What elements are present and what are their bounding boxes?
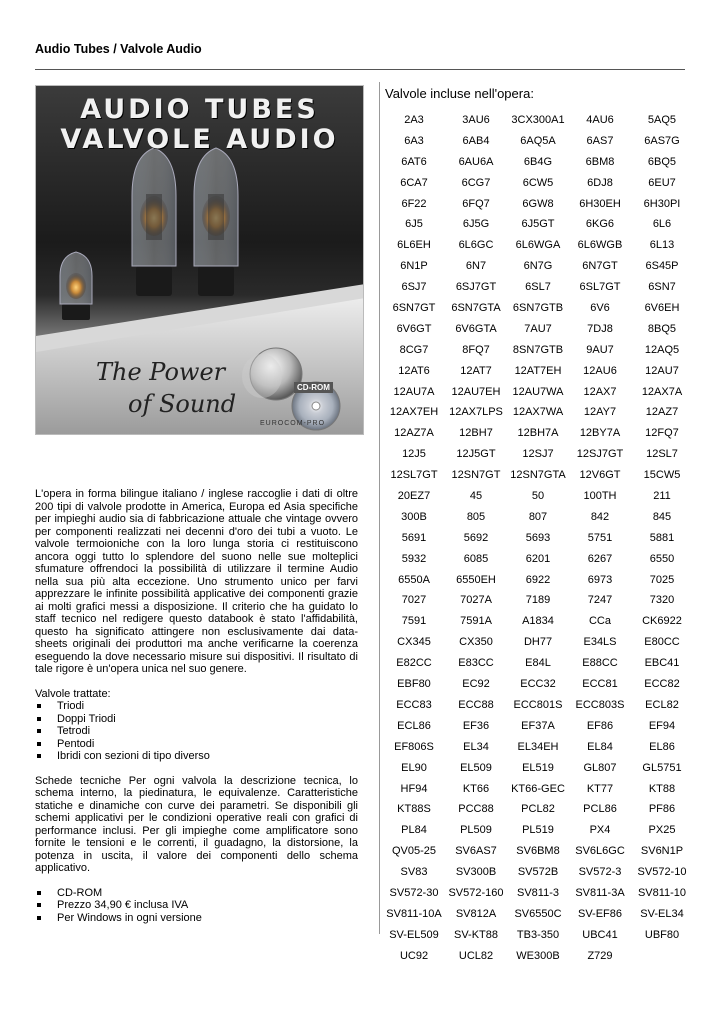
tube-model-cell: 6SN7GT: [392, 302, 436, 315]
tube-list-heading: Valvole incluse nell'opera:: [385, 86, 534, 101]
tube-model-cell: SV572-30: [389, 886, 439, 899]
tube-model-cell: PX4: [589, 824, 611, 837]
tube-model-cell: 6550EH: [456, 573, 496, 586]
tube-model-cell: 4AU6: [586, 114, 614, 126]
tube-model-cell: 6V6GTA: [455, 322, 497, 335]
tube-model-cell: 12AX7LPS: [449, 406, 503, 419]
tube-model-cell: 7DJ8: [587, 322, 613, 335]
tube-model-cell: 2A3: [404, 114, 424, 126]
tube-model-cell: 12AZ7: [645, 406, 679, 419]
tube-model-cell: 12FQ7: [645, 427, 679, 440]
tube-model-cell: 5932: [401, 552, 427, 565]
tube-types-list: [35, 700, 358, 763]
publisher-logo: EUROCOM-PRO: [260, 420, 326, 427]
tube-model-cell: HF94: [400, 782, 428, 795]
tube-model-cell: PCL86: [583, 803, 617, 816]
tube-model-cell: 3AU6: [462, 114, 490, 126]
tube-model-cell: 6SN7: [648, 281, 676, 294]
tube-model-cell: 5692: [463, 531, 489, 544]
tube-model-cell: 6267: [587, 552, 613, 565]
tube-model-cell: PX25: [648, 824, 676, 837]
tube-model-cell: SV83: [400, 866, 428, 879]
tube-model-cell: SV572-3: [578, 866, 622, 879]
tube-model-cell: 12AY7: [583, 406, 617, 419]
tube-model-cell: KT66-GEC: [511, 782, 565, 795]
tube-model-cell: EL86: [649, 740, 675, 753]
tube-model-cell: KT77: [586, 782, 614, 795]
tube-model-cell: 7591: [401, 615, 427, 628]
cover-tagline-line2: of Sound: [128, 390, 237, 418]
tube-model-cell: 6AS7G: [644, 134, 680, 147]
tube-model-cell: Z729: [587, 949, 613, 962]
tube-model-cell: PL84: [401, 824, 427, 837]
tube-model-cell: 15CW5: [643, 469, 681, 482]
tube-model-cell: 12J5: [402, 448, 426, 461]
tube-model-cell: 6L6GC: [458, 239, 494, 252]
tube-model-cell: 100TH: [583, 490, 617, 503]
tube-model-cell: 12SL7GT: [390, 469, 438, 482]
tube-model-cell: EF37A: [521, 719, 555, 732]
tube-model-cell: 5AQ5: [647, 114, 677, 126]
tube-model-cell: ECC83: [396, 698, 432, 711]
tube-model-cell: 6201: [525, 552, 551, 565]
tube-model-cell: 12AZ7A: [394, 427, 434, 440]
tube-model-cell: 6DJ8: [587, 176, 613, 189]
tube-model-cell: 7247: [587, 594, 613, 607]
tube-model-cell: E83CC: [458, 657, 494, 670]
tube-model-cell: 6S45P: [645, 260, 679, 273]
tube-model-cell: SV300B: [455, 866, 497, 879]
tube-model-cell: CCa: [588, 615, 611, 628]
tube-types-section: [35, 688, 358, 763]
tube-model-cell: PL519: [522, 824, 554, 837]
tube-model-cell: 6L6: [652, 218, 672, 231]
tube-model-cell: ECC803S: [575, 698, 625, 711]
tube-model-cell: 6FQ7: [462, 197, 490, 210]
description-column: [35, 488, 358, 924]
tube-model-cell: CX350: [459, 636, 493, 649]
tube-model-cell: SV-EL34: [640, 907, 684, 920]
tube-model-cell: 6H30PI: [643, 197, 681, 210]
tube-model-cell: 12AT7EH: [514, 364, 562, 377]
tube-model-cell: 7591A: [460, 615, 492, 628]
tube-model-cell: KT66: [462, 782, 490, 795]
tube-model-cell: 6V6EH: [644, 302, 680, 315]
tube-model-cell: SV572-10: [637, 866, 687, 879]
tube-model-cell: 12AU7WA: [512, 385, 564, 398]
tube-model-cell: EL34EH: [517, 740, 559, 753]
tube-model-cell: 6L6EH: [397, 239, 431, 252]
tube-model-cell: KT88: [648, 782, 676, 795]
tube-model-cell: 6H30EH: [579, 197, 621, 210]
tube-model-cell: E84L: [525, 657, 551, 670]
tube-model-cell: 12SJ7GT: [576, 448, 624, 461]
tube-model-cell: 12BH7A: [517, 427, 559, 440]
tube-model-cell: EF806S: [394, 740, 434, 753]
tube-model-cell: 300B: [401, 510, 427, 523]
tube-model-cell: SV6L6GC: [575, 845, 625, 858]
tube-model-cell: CX345: [397, 636, 431, 649]
tube-model-cell: 12AQ5: [644, 343, 680, 356]
tube-model-cell: 7025: [649, 573, 675, 586]
tube-model-cell: SV812A: [455, 907, 497, 920]
tube-model-cell: ECL86: [397, 719, 431, 732]
tube-model-cell: EL34: [463, 740, 489, 753]
tube-model-cell: 6SJ7: [401, 281, 427, 294]
tube-model-cell: 5881: [649, 531, 675, 544]
tube-model-cell: 12AX7: [583, 385, 617, 398]
tube-model-cell: 6BQ5: [647, 155, 677, 168]
tube-model-cell: UBC41: [582, 928, 618, 941]
tube-model-cell: UCL82: [458, 949, 494, 962]
tube-model-cell: 6AS7: [586, 134, 614, 147]
tube-model-cell: UBF80: [644, 928, 680, 941]
list-item: Triodi: [35, 700, 358, 713]
list-item: Prezzo 34,90 € inclusa IVA: [35, 899, 358, 912]
tube-model-cell: 7AU7: [524, 322, 552, 335]
tube-model-cell: SV6BM8: [516, 845, 560, 858]
tube-model-cell: 7320: [649, 594, 675, 607]
datasheet-paragraph: Schede tecniche Per ogni valvola la descrizione tecnica, lo schema interno, la piedinatura, le equivalenze. Caratteristiche statiche e dinamiche con curve dei parametri. Se disponibili gli schemi applicativi per le condizioni operative reali con grafici di performance inclusi. Per gli impieghe come amplificatore sono fornite le tensioni e le correnti, il guadagno, la distorsione, la potenza in uscita, il valore dei componenti dello schema applicativo.: [35, 774, 358, 874]
tube-model-cell: 7027A: [460, 594, 492, 607]
tube-model-cell: 12V6GT: [579, 469, 621, 482]
list-item: Tetrodi: [35, 725, 358, 738]
tube-model-cell: 6GW8: [522, 197, 554, 210]
list-item: Doppi Triodi: [35, 713, 358, 726]
tube-model-cell: 5693: [525, 531, 551, 544]
tube-model-cell: 12BY7A: [579, 427, 621, 440]
tube-model-cell: 6N7G: [523, 260, 553, 273]
tube-model-cell: 12SN7GTA: [510, 469, 566, 482]
tube-model-cell: 6A3: [404, 134, 424, 147]
cover-title-line1: AUDIO TUBES: [80, 94, 319, 125]
tube-model-cell: SV572-160: [448, 886, 504, 899]
tube-model-cell: 8BQ5: [647, 322, 677, 335]
tube-model-cell: SV811-3A: [575, 886, 625, 899]
tube-model-cell: 12AU7: [645, 364, 679, 377]
tube-model-cell: 6N7GT: [582, 260, 618, 273]
list-item: Ibridi con sezioni di tipo diverso: [35, 750, 358, 763]
tube-model-cell: SV811-10: [637, 886, 687, 899]
tube-model-cell: 6SL7: [525, 281, 551, 294]
tube-model-cell: 5751: [587, 531, 613, 544]
tube-model-cell: E80CC: [644, 636, 680, 649]
tube-model-cell: 12BH7: [459, 427, 493, 440]
tube-model-cell: 50: [531, 490, 545, 503]
tube-model-cell: A1834: [522, 615, 554, 628]
tube-model-cell: 6L13: [649, 239, 675, 252]
tube-model-cell: 12AX7WA: [512, 406, 564, 419]
tube-model-cell: EL90: [401, 761, 427, 774]
tube-model-cell: PF86: [648, 803, 676, 816]
tube-model-cell: 6V6: [590, 302, 610, 315]
tube-model-cell: 3CX300A1: [511, 114, 565, 126]
tube-model-cell: DH77: [523, 636, 553, 649]
tube-model-cell: SV-EF86: [577, 907, 623, 920]
column-divider: [379, 82, 380, 934]
tube-model-cell: ECC801S: [513, 698, 563, 711]
cd-rom-badge: CD-ROM: [294, 382, 333, 393]
tube-model-cell: PL509: [460, 824, 492, 837]
tube-model-cell: 12SL7: [646, 448, 678, 461]
tube-model-cell: 807: [528, 510, 548, 523]
tube-model-cell: ECC81: [582, 678, 618, 691]
tube-model-cell: SV6AS7: [455, 845, 497, 858]
intro-paragraph: L'opera in forma bilingue italiano / inglese raccoglie i dati di oltre 200 tipi di valvole prodotte in America, Europa ed Asia specifiche per impieghi audio sia di fabbricazione attuale che vintage ovvero per componenti realizzati nei decenni d'oro dei tubi a vuoto. Le valvole termoioniche con la loro lunga storia ci restituiscono ancora oggi tutto lo splendore del suono nelle sue molteplici sfumature offrendoci la possibilità di utilizzare il termine Audio nella sua più alta eccezione. Uno strumento unico per farvi apprezzare le infinite possibilità applicative dei componenti grazie ai molti grafici messi a disposizione. Il criterio che ha guidato lo staff tecnico nel redigere questo databook è stato l'affidabilità, questo ha significato attingere non esclusivamente dai data-sheets originali dei produttori ma anche verificarne la coerenza eseguendo la dove necessario misure sui dispositivi. Il risultato di tale rigore è un'opera unica nel suo genere.: [35, 488, 358, 675]
tube-model-cell: 12J5GT: [456, 448, 496, 461]
tube-model-cell: 6SN7GTA: [451, 302, 501, 315]
tube-model-cell: 6J5GT: [521, 218, 555, 231]
tube-model-cell: 6B4G: [523, 155, 553, 168]
tube-model-cell: SV-KT88: [453, 928, 499, 941]
tube-model-cell: ECL82: [645, 698, 679, 711]
tube-model-cell: EL509: [460, 761, 492, 774]
feature-list: [35, 887, 358, 925]
tube-model-cell: SV-EL509: [389, 928, 439, 941]
tube-model-cell: EBF80: [397, 678, 431, 691]
tube-model-cell: EBC41: [644, 657, 680, 670]
tube-model-cell: EF36: [462, 719, 490, 732]
tube-model-cell: 6AU6A: [458, 155, 494, 168]
tube-model-cell: 6CA7: [400, 176, 428, 189]
tube-model-cell: 20EZ7: [397, 490, 431, 503]
tube-model-cell: 6550A: [398, 573, 430, 586]
tube-model-cell: 6550: [649, 552, 675, 565]
tube-model-cell: 845: [652, 510, 672, 523]
tube-model-cell: EF94: [648, 719, 676, 732]
tube-model-cell: 842: [590, 510, 610, 523]
cover-image: [35, 85, 364, 435]
tube-model-cell: EC92: [462, 678, 490, 691]
tube-model-cell: 12SN7GT: [451, 469, 501, 482]
tube-model-cell: 6BM8: [585, 155, 615, 168]
tube-model-cell: 12AX7EH: [389, 406, 439, 419]
tube-model-cell: 6L6WGA: [515, 239, 561, 252]
tube-model-cell: SV811-10A: [386, 907, 442, 920]
page-title: Audio Tubes / Valvole Audio: [35, 42, 202, 56]
tube-list-grid: [383, 110, 693, 967]
tube-model-cell: 6085: [463, 552, 489, 565]
tube-model-cell: 6V6GT: [396, 322, 432, 335]
tube-model-cell: 6AT6: [401, 155, 427, 168]
tube-model-cell: EF86: [586, 719, 614, 732]
tube-model-cell: 6973: [587, 573, 613, 586]
tube-model-cell: PCL82: [521, 803, 555, 816]
tube-model-cell: 12AU7A: [393, 385, 435, 398]
tube-model-cell: 8CG7: [399, 343, 429, 356]
tube-model-cell: 6L6WGB: [577, 239, 623, 252]
tube-model-cell: UC92: [399, 949, 429, 962]
tube-model-cell: 6KG6: [585, 218, 615, 231]
tube-model-cell: ECC88: [458, 698, 494, 711]
list-item: Per Windows in ogni versione: [35, 912, 358, 925]
tube-model-cell: E34LS: [583, 636, 617, 649]
tube-model-cell: SV572B: [517, 866, 559, 879]
tube-model-cell: 8SN7GTB: [512, 343, 564, 356]
header-rule: [35, 69, 685, 70]
tube-model-cell: 45: [469, 490, 483, 503]
tube-model-cell: 12AX7A: [641, 385, 683, 398]
tube-model-cell: E82CC: [396, 657, 432, 670]
tube-model-cell: ECC32: [520, 678, 556, 691]
tube-model-cell: CK6922: [642, 615, 682, 628]
tube-model-cell: SV6550C: [514, 907, 562, 920]
tube-model-cell: SV811-3: [517, 886, 559, 899]
cover-title-line2: VALVOLE AUDIO: [60, 124, 339, 155]
tube-model-cell: 6N7: [465, 260, 487, 273]
tube-model-cell: 6J5: [405, 218, 423, 231]
tube-model-cell: GL807: [583, 761, 617, 774]
tube-model-cell: 6SN7GTB: [512, 302, 564, 315]
tube-model-cell: 6J5G: [462, 218, 490, 231]
tube-model-cell: 9AU7: [586, 343, 614, 356]
tube-model-cell: 6CG7: [461, 176, 491, 189]
tube-model-cell: 6SL7GT: [579, 281, 621, 294]
tube-model-cell: 12AU7EH: [451, 385, 501, 398]
tube-model-cell: 211: [653, 490, 671, 503]
list-item: Pentodi: [35, 738, 358, 751]
tube-model-cell: E88CC: [582, 657, 618, 670]
tube-model-cell: QV05-25: [391, 845, 437, 858]
tube-model-cell: PCC88: [458, 803, 494, 816]
tube-model-cell: 6EU7: [648, 176, 676, 189]
tube-model-cell: 8FQ7: [462, 343, 490, 356]
tube-model-cell: 12SJ7: [522, 448, 554, 461]
list-item: CD-ROM: [35, 887, 358, 900]
tube-model-cell: 7189: [525, 594, 551, 607]
tube-model-cell: 12AT6: [398, 364, 430, 377]
tube-model-cell: 7027: [401, 594, 427, 607]
tube-model-cell: SV6N1P: [640, 845, 684, 858]
tube-model-cell: WE300B: [516, 949, 560, 962]
tube-model-cell: 6SJ7GT: [455, 281, 497, 294]
tube-model-cell: ECC82: [644, 678, 680, 691]
tube-model-cell: 6922: [525, 573, 551, 586]
tube-model-cell: 12AT7: [460, 364, 492, 377]
tube-model-cell: TB3-350: [516, 928, 560, 941]
tube-model-cell: EL84: [587, 740, 613, 753]
tube-model-cell: EL519: [522, 761, 554, 774]
tube-model-cell: 6N1P: [400, 260, 428, 273]
tube-model-cell: GL5751: [642, 761, 682, 774]
tube-model-cell: 5691: [401, 531, 427, 544]
tube-types-heading: Valvole trattate:: [35, 687, 111, 700]
cover-tagline-line1: The Power: [96, 358, 226, 386]
tube-model-cell: 805: [466, 510, 486, 523]
tube-model-cell: 6AQ5A: [520, 134, 556, 147]
tube-model-cell: 6F22: [401, 197, 427, 210]
tube-model-cell: 6CW5: [522, 176, 554, 189]
tube-model-cell: 12AU6: [583, 364, 617, 377]
tube-model-cell: 6AB4: [462, 134, 490, 147]
tube-model-cell: KT88S: [397, 803, 431, 816]
